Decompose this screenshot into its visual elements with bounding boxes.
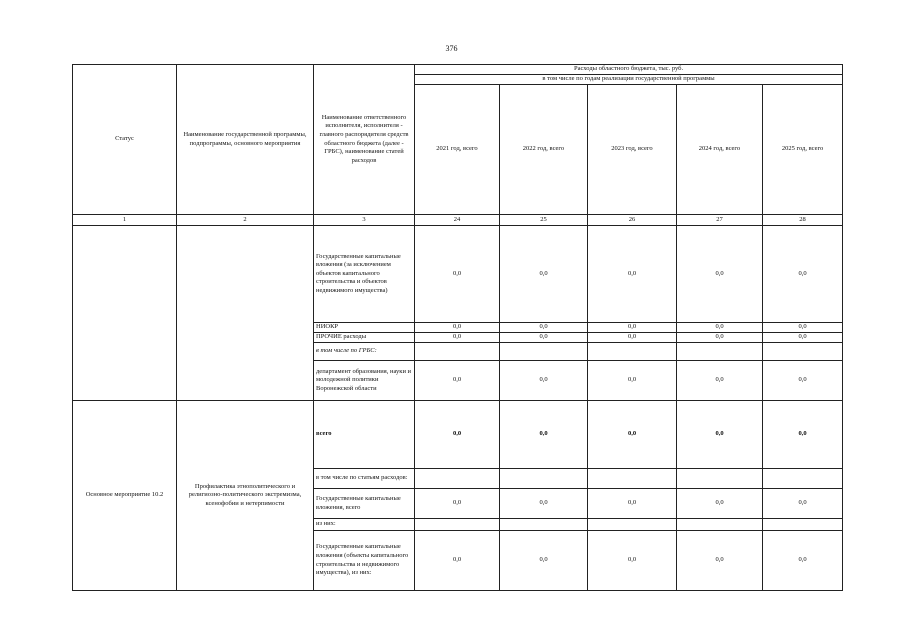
row-name: всего	[314, 401, 415, 469]
measure-name: Профилактика этнополитического и религиозно-политического экстремизма, ксенофобии и нетерпимости	[177, 401, 314, 591]
column-number: 25	[500, 215, 588, 226]
row-value: 0,0	[500, 361, 588, 401]
row-value: 0,0	[500, 489, 588, 519]
row-value: 0,0	[588, 323, 677, 333]
header-year-2025: 2025 год, всего	[763, 85, 843, 215]
row-value: 0,0	[677, 489, 763, 519]
row-value: 0,0	[500, 323, 588, 333]
row-value: 0,0	[415, 333, 500, 343]
column-number: 27	[677, 215, 763, 226]
row-value: 0,0	[588, 226, 677, 323]
row-value	[588, 469, 677, 489]
row-value: 0,0	[763, 489, 843, 519]
row-value: 0,0	[415, 531, 500, 591]
row-value: 0,0	[677, 226, 763, 323]
column-number: 26	[588, 215, 677, 226]
row-value	[500, 519, 588, 531]
row-value	[677, 343, 763, 361]
row-value: 0,0	[763, 226, 843, 323]
row-name: в том числе по статьям расходов:	[314, 469, 415, 489]
row-name: департамент образования, науки и молодежной политики Воронежской области	[314, 361, 415, 401]
row-value: 0,0	[500, 401, 588, 469]
header-status: Статус	[73, 65, 177, 215]
row-value	[677, 519, 763, 531]
row-value	[763, 343, 843, 361]
row-value	[415, 469, 500, 489]
row-value: 0,0	[415, 323, 500, 333]
header-year-2023: 2023 год, всего	[588, 85, 677, 215]
page-number: 376	[445, 44, 458, 53]
row-value	[588, 343, 677, 361]
table-row	[73, 401, 843, 469]
row-value: 0,0	[500, 226, 588, 323]
row-value	[763, 519, 843, 531]
row-value: 0,0	[763, 333, 843, 343]
row-name: ПРОЧИЕ расходы	[314, 333, 415, 343]
header-year-2024: 2024 год, всего	[677, 85, 763, 215]
row-value: 0,0	[763, 531, 843, 591]
row-value: 0,0	[677, 333, 763, 343]
row-value: 0,0	[677, 531, 763, 591]
row-value: 0,0	[415, 401, 500, 469]
budget-table	[72, 64, 843, 591]
row-value	[763, 469, 843, 489]
row-name: НИОКР	[314, 323, 415, 333]
row-value: 0,0	[415, 226, 500, 323]
row-value	[588, 519, 677, 531]
row-value	[415, 343, 500, 361]
row-value	[415, 519, 500, 531]
row-value	[500, 469, 588, 489]
header-responsible: Наименование ответственного исполнителя, исполнителя - главного распорядителя средств областного бюджета (далее - ГРБС), наименование статей расходов	[314, 65, 415, 215]
row-value: 0,0	[677, 401, 763, 469]
row-value: 0,0	[677, 323, 763, 333]
row-value: 0,0	[763, 401, 843, 469]
row-value: 0,0	[677, 361, 763, 401]
row-value: 0,0	[763, 361, 843, 401]
header-program-name: Наименование государственной программы, подпрограммы, основного мероприятия	[177, 65, 314, 215]
row-value: 0,0	[500, 531, 588, 591]
header-budget-title: Расходы областного бюджета, тыс. руб.	[415, 65, 843, 75]
row-value: 0,0	[588, 333, 677, 343]
row-value: 0,0	[415, 361, 500, 401]
row-value: 0,0	[763, 323, 843, 333]
status-cell-empty	[73, 226, 177, 401]
column-number-row	[73, 215, 843, 226]
header-years-subtitle: в том числе по годам реализации государственной программы	[415, 75, 843, 85]
row-value	[500, 343, 588, 361]
row-value: 0,0	[588, 361, 677, 401]
row-value: 0,0	[415, 489, 500, 519]
column-number: 3	[314, 215, 415, 226]
row-name: Государственные капитальные вложения (за исключением объектов капитального строительства и объектов недвижимого имущества)	[314, 226, 415, 323]
row-value	[677, 469, 763, 489]
header-year-2021: 2021 год, всего	[415, 85, 500, 215]
row-value: 0,0	[588, 489, 677, 519]
row-name: из них:	[314, 519, 415, 531]
row-value: 0,0	[588, 401, 677, 469]
row-name: Государственные капитальные вложения (объекты капитального строительства и недвижимого имущества), из них:	[314, 531, 415, 591]
column-number: 2	[177, 215, 314, 226]
row-name: в том числе по ГРБС:	[314, 343, 415, 361]
column-number: 28	[763, 215, 843, 226]
program-cell-empty	[177, 226, 314, 401]
row-value: 0,0	[500, 333, 588, 343]
measure-status: Основное мероприятие 10.2	[73, 401, 177, 591]
column-number: 24	[415, 215, 500, 226]
row-value: 0,0	[588, 531, 677, 591]
table-row	[73, 226, 843, 323]
column-number: 1	[73, 215, 177, 226]
header-year-2022: 2022 год, всего	[500, 85, 588, 215]
row-name: Государственные капитальные вложения, всего	[314, 489, 415, 519]
